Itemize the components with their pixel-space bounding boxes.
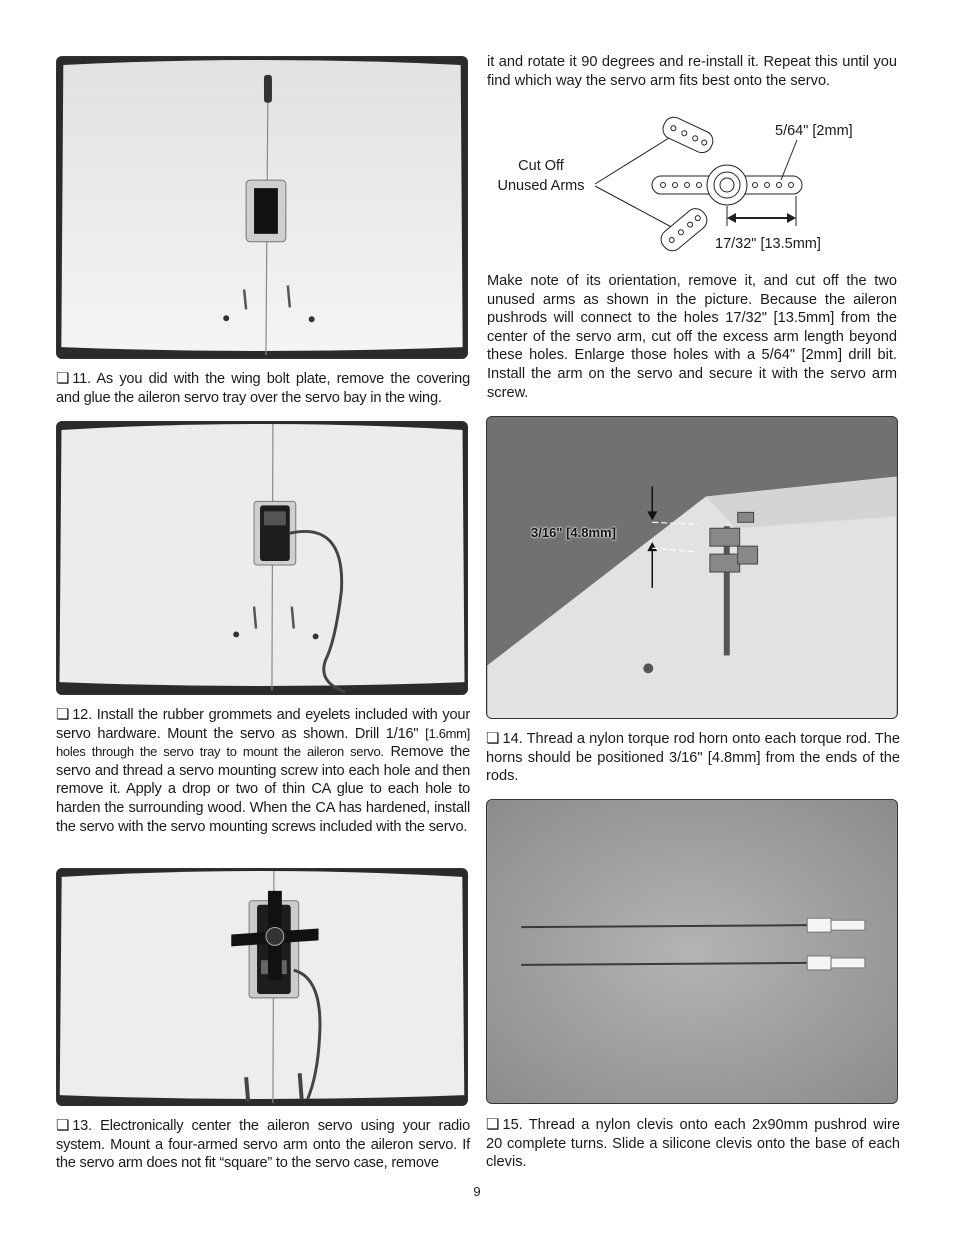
diagram-label-unused-arms: Unused Arms [497,178,585,194]
step-13-text [56,1117,470,1173]
torque-rod-measurement-label: 3/16" [4.8mm] [531,525,616,540]
step-15-body: 15. Thread a nylon clevis onto each 2x90mm pushrod wire 20 complete turns. Slide a silicone clevis onto the base of each clevis. [486,1117,900,1171]
checkbox-icon[interactable]: ❏ [486,1116,500,1133]
photo-torque-rod-horns-image [487,417,897,718]
checkbox-icon[interactable]: ❏ [56,1117,70,1134]
photo-pushrods [486,799,898,1104]
diagram-label-length: 17/32" [13.5mm] [715,236,821,252]
photo-torque-rod-horns [486,416,898,719]
photo-servo-tray [56,56,468,359]
step-11-text [56,370,470,407]
step-12-body-c: Remove the servo and thread a servo mounting screw into each hole and then remove it. Apply a drop or two of thin CA glue to each hole to harden the surrounding wood. When the CA has hardened, install the servo with the servo mounting screws included with the servo. [56,744,470,835]
step-14-text [486,730,900,786]
servo-arm-diagram [487,106,897,256]
step-13-body: 13. Electronically center the aileron servo using your radio system. Mount a four-armed servo arm onto the aileron servo. If the servo arm does not fit “square” to the servo case, remove [56,1118,470,1172]
step-15-text [486,1116,900,1172]
step-13-note-text: Make note of its orientation, remove it, and cut off the two unused arms as shown in the picture. Because the aileron pushrods will connect to the holes 17/32" [13.5mm] from the center of the servo arm, cut off the excess arm length beyond these holes. Enlarge those holes with a 5/64" [2mm] drill bit. Install the arm on the servo and secure it with the servo arm screw. [487,273,897,401]
step-11-body: 11. As you did with the wing bolt plate, remove the covering and glue the aileron servo tray over the servo bay in the wing. [56,371,470,406]
diagram-label-hole-size: 5/64" [2mm] [775,123,853,139]
step-12-body-a: 12. Install the rubber grommets and eyelets included with your servo hardware. Mount the servo as shown. Drill 1/16" [56,707,470,742]
photo-servo-tray-image [57,57,467,358]
step-12-body-b: [1.6mm] holes through the servo tray to mount the aileron servo. [56,725,470,760]
step-14-body: 14. Thread a nylon torque rod horn onto each torque rod. The horns should be positioned 3/16" [4.8mm] from the ends of the rods. [486,731,900,785]
photo-servo-arm-image [57,869,467,1105]
checkbox-icon[interactable]: ❏ [56,706,70,723]
step-13-continued: it and rotate it 90 degrees and re-install it. Repeat this until you find which way the servo arm fits best onto the servo. [487,54,897,89]
diagram-label-cut-off: Cut Off [518,158,564,174]
photo-servo-mounted [56,421,468,695]
checkbox-icon[interactable]: ❏ [56,370,70,387]
page-number: 9 [473,1184,481,1199]
photo-servo-mounted-image [57,422,467,694]
photo-servo-arm [56,868,468,1106]
checkbox-icon[interactable]: ❏ [486,730,500,747]
servo-arm-diagram-drawing [487,106,897,256]
step-12-text [56,706,470,836]
photo-pushrods-image [487,800,897,1103]
